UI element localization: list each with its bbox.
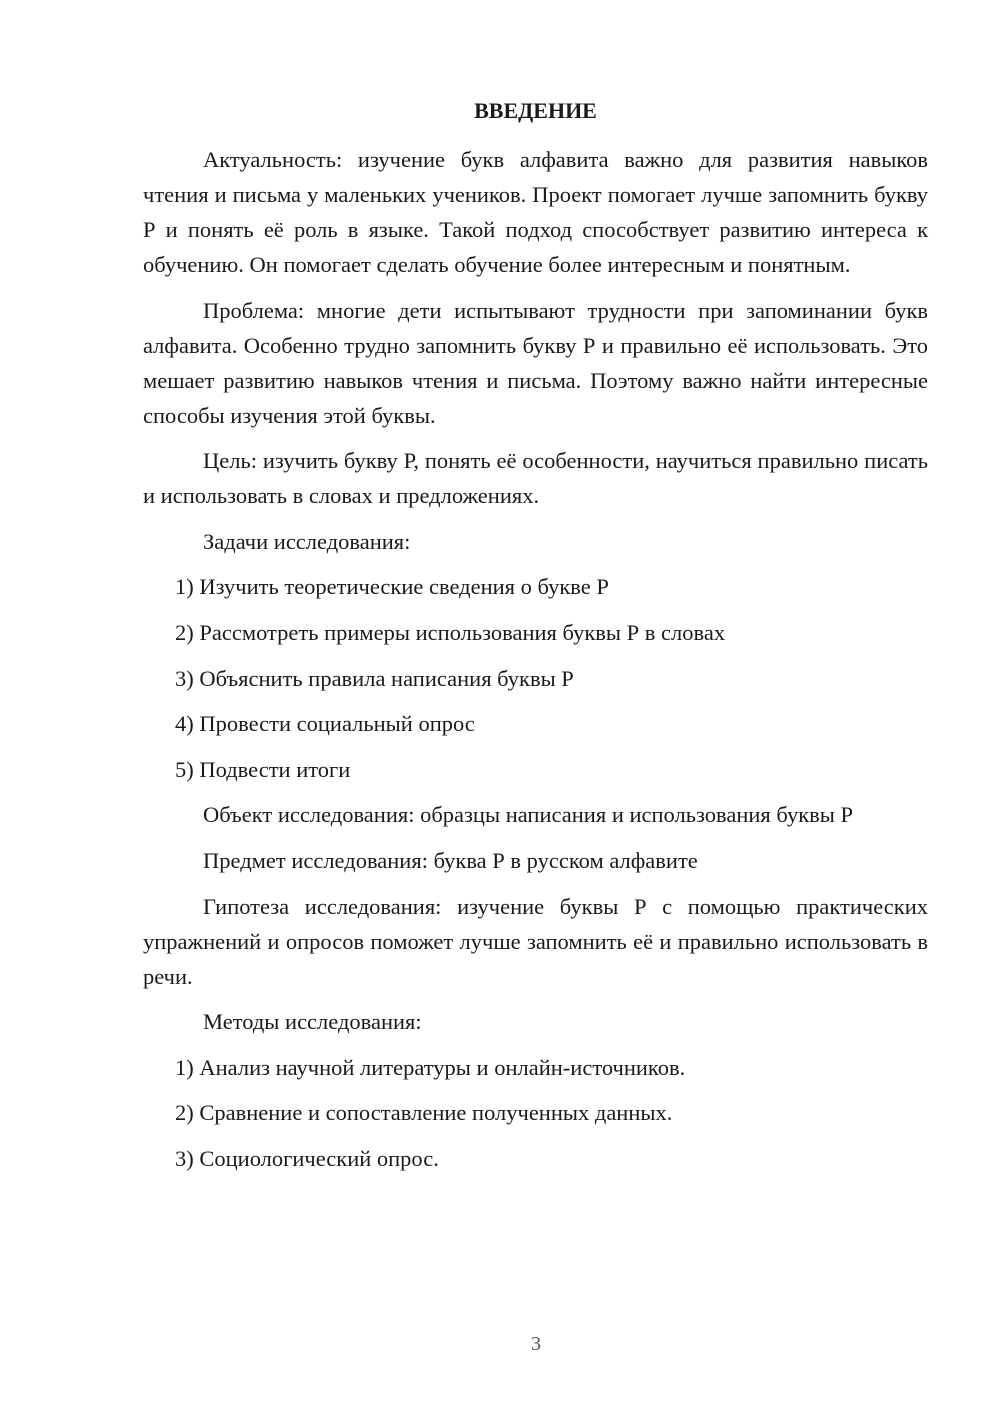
method-item: 1) Анализ научной литературы и онлайн-источников. [175,1054,686,1080]
relevance-paragraph: Актуальность: изучение букв алфавита важно для развития навыков чтения и письма у маленьких учеников. Проект помогает лучше запомнить букву Р и понять её роль в языке. Такой подход способствует развитию интереса к обучению. Он помогает сделать обучение более интересным и понятным. [143,147,928,277]
task-item: 1) Изучить теоретические сведения о букве Р [175,574,609,600]
goal-paragraph: Цель: изучить букву Р, понять её особенности, научиться правильно писать и использовать в словах и предложениях. [143,448,928,509]
task-item: 4) Провести социальный опрос [175,711,475,737]
task-item: 2) Рассмотреть примеры использования буквы Р в словах [175,619,726,645]
page-number: 3 [531,1333,541,1355]
methods-heading: Методы исследования: [203,1009,422,1035]
hypothesis-paragraph: Гипотеза исследования: изучение буквы Р с помощью практических упражнений и опросов поможет лучше запомнить её и правильно использовать в речи. [143,893,928,989]
task-item: 3) Объяснить правила написания буквы Р [175,665,574,691]
problem-paragraph: Проблема: многие дети испытывают трудности при запоминании букв алфавита. Особенно трудно запомнить букву Р и правильно её использовать. Это мешает развитию навыков чтения и письма. Поэтому важно найти интересные способы изучения этой буквы. [143,297,928,428]
section-title: ВВЕДЕНИЕ [474,98,597,123]
tasks-heading: Задачи исследования: [203,528,411,554]
object-paragraph: Объект исследования: образцы написания и использования буквы Р [203,802,854,828]
method-item: 3) Социологический опрос. [175,1145,439,1171]
subject-paragraph: Предмет исследования: буква Р в русском алфавите [203,847,698,873]
method-item: 2) Сравнение и сопоставление полученных данных. [175,1100,673,1126]
document-page [143,93,928,1187]
task-item: 5) Подвести итоги [175,756,351,782]
